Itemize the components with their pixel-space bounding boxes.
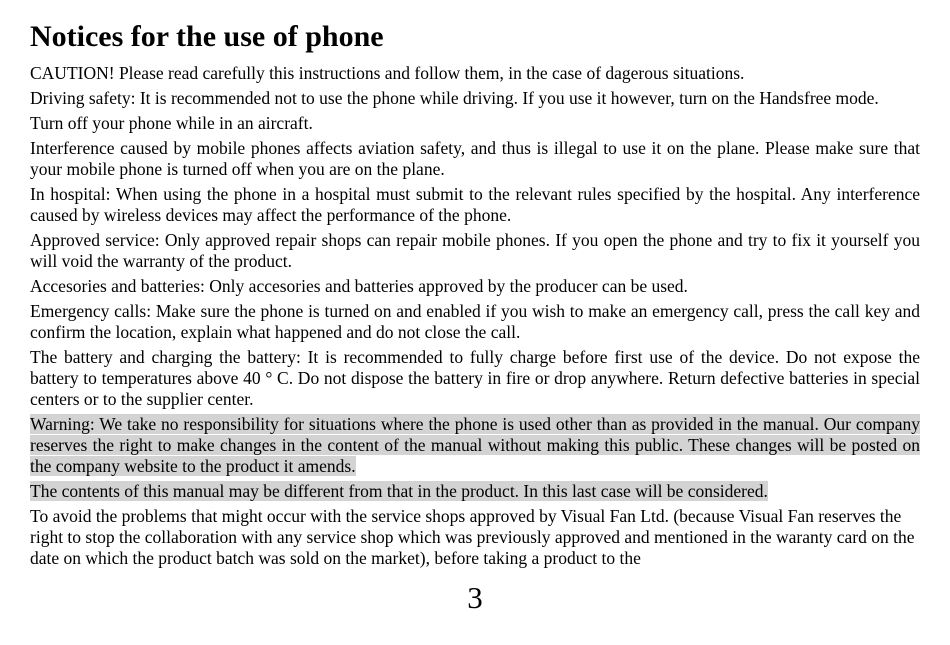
paragraph-text: Driving safety: It is recommended not to use the phone while driving. If you use it however, turn on the Handsfree mode.: [30, 88, 879, 108]
paragraph: [30, 113, 920, 134]
paragraph-text: To avoid the problems that might occur with the service shops approved by Visual Fan Ltd. (because Visual Fan reserves the right to stop the collaboration with any service shop which was previously approved and mentioned in the waranty card on the date on which the product batch was sold on the market), before taking a product to the: [30, 506, 915, 568]
paragraph: [30, 184, 920, 226]
paragraph-text: Warning: We take no responsibility for situations where the phone is used other than as provided in the manual. Our company reserves the right to make changes in the content of the manual without making this public. These changes will be posted on the company website to the product it amends.: [30, 414, 920, 476]
paragraph: [30, 230, 920, 272]
paragraph: [30, 506, 920, 569]
paragraph-text: Turn off your phone while in an aircraft.: [30, 113, 313, 133]
paragraph-text: Accesories and batteries: Only accesories and batteries approved by the producer can be used.: [30, 276, 688, 296]
paragraph-text: The contents of this manual may be different from that in the product. In this last case will be considered.: [30, 481, 768, 501]
paragraph-text: Emergency calls: Make sure the phone is turned on and enabled if you wish to make an emergency call, press the call key and confirm the location, explain what happened and do not close the call.: [30, 301, 920, 342]
paragraph-text: Approved service: Only approved repair shops can repair mobile phones. If you open the phone and try to fix it yourself you will void the warranty of the product.: [30, 230, 920, 271]
paragraph: [30, 138, 920, 180]
page-number: 3: [467, 580, 483, 615]
paragraph: [30, 276, 920, 297]
paragraph-highlighted: [30, 414, 920, 477]
paragraph: [30, 88, 920, 109]
paragraph: [30, 63, 920, 84]
paragraph-highlighted: [30, 481, 920, 502]
paragraph-text: CAUTION! Please read carefully this instructions and follow them, in the case of dagerous situations.: [30, 63, 745, 83]
paragraph-text: The battery and charging the battery: It is recommended to fully charge before first use of the device. Do not expose the battery to temperatures above 40 ° C. Do not dispose the battery in fire or drop anywhere. Return defective batteries in special centers or to the supplier center.: [30, 347, 920, 409]
paragraph: [30, 301, 920, 343]
paragraph-text: In hospital: When using the phone in a hospital must submit to the relevant rules specified by the hospital. Any interference caused by wireless devices may affect the performance of the phone.: [30, 184, 920, 225]
paragraph: [30, 347, 920, 410]
page-title: Notices for the use of phone: [30, 20, 384, 53]
paragraphs: [30, 63, 920, 569]
paragraph-text: Interference caused by mobile phones affects aviation safety, and thus is illegal to use it on the plane. Please make sure that your mobile phone is turned off when you are on the plane.: [30, 138, 920, 179]
